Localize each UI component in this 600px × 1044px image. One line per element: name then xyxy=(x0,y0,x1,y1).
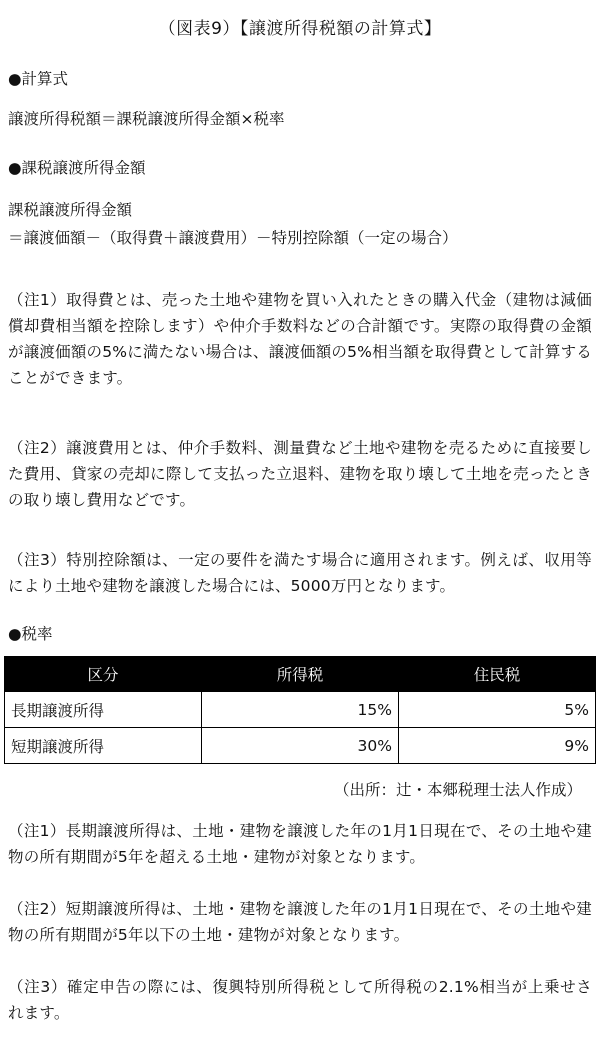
table-row xyxy=(5,728,596,764)
page-title: （図表9）【譲渡所得税額の計算式】 xyxy=(158,19,442,39)
note-special-deduction: （注3）特別控除額は、一定の要件を満たす場合に適用されます。例えば、収用等により土地や建物を譲渡した場合には、5000万円となります。 xyxy=(8,551,592,595)
long-term-resident-tax: 5% xyxy=(399,692,596,728)
table-row xyxy=(5,692,596,728)
table-header-row xyxy=(5,657,596,692)
header-resident-tax: 住民税 xyxy=(399,657,596,692)
short-term-income-tax: 30% xyxy=(202,728,399,764)
formula-text: 譲渡所得税額＝課税譲渡所得金額×税率 xyxy=(8,110,285,128)
formula-heading: ●計算式 xyxy=(8,70,69,88)
taxable-line-2: ＝譲渡価額－（取得費＋譲渡費用）－特別控除額（一定の場合） xyxy=(8,229,458,247)
taxable-line-1: 課税譲渡所得金額 xyxy=(8,201,133,219)
note-transfer-cost: （注2）譲渡費用とは、仲介手数料、測量費など土地や建物を売るために直接要した費用、貸家の売却に際して支払った立退料、建物を取り壊して土地を売ったときの取り壊し費用などです。 xyxy=(8,439,592,509)
tax-rate-table xyxy=(4,656,596,764)
header-category: 区分 xyxy=(5,657,202,692)
short-term-resident-tax: 9% xyxy=(399,728,596,764)
note-short-term: （注2）短期譲渡所得は、土地・建物を譲渡した年の1月1日現在で、その土地や建物の所有期間が5年以下の土地・建物が対象となります。 xyxy=(8,900,592,944)
note-reconstruction-tax: （注3）確定申告の際には、復興特別所得税として所得税の2.1%相当が上乗せされます。 xyxy=(8,978,592,1022)
long-term-income-tax: 15% xyxy=(202,692,399,728)
note-acquisition-cost: （注1）取得費とは、売った土地や建物を買い入れたときの購入代金（建物は減価償却費相当額を控除します）や仲介手数料などの合計額です。実際の取得費の金額が譲渡価額の5%に満たない場合は、譲渡価額の5%相当額を取得費として計算することができます。 xyxy=(8,291,592,387)
rate-heading: ●税率 xyxy=(8,625,53,643)
row-label-long-term: 長期譲渡所得 xyxy=(5,692,202,728)
source-credit: （出所：辻・本郷税理士法人作成） xyxy=(333,781,582,799)
taxable-heading: ●課税譲渡所得金額 xyxy=(8,159,146,177)
header-income-tax: 所得税 xyxy=(202,657,399,692)
note-long-term: （注1）長期譲渡所得は、土地・建物を譲渡した年の1月1日現在で、その土地や建物の所有期間が5年を超える土地・建物が対象となります。 xyxy=(8,822,592,866)
row-label-short-term: 短期譲渡所得 xyxy=(5,728,202,764)
